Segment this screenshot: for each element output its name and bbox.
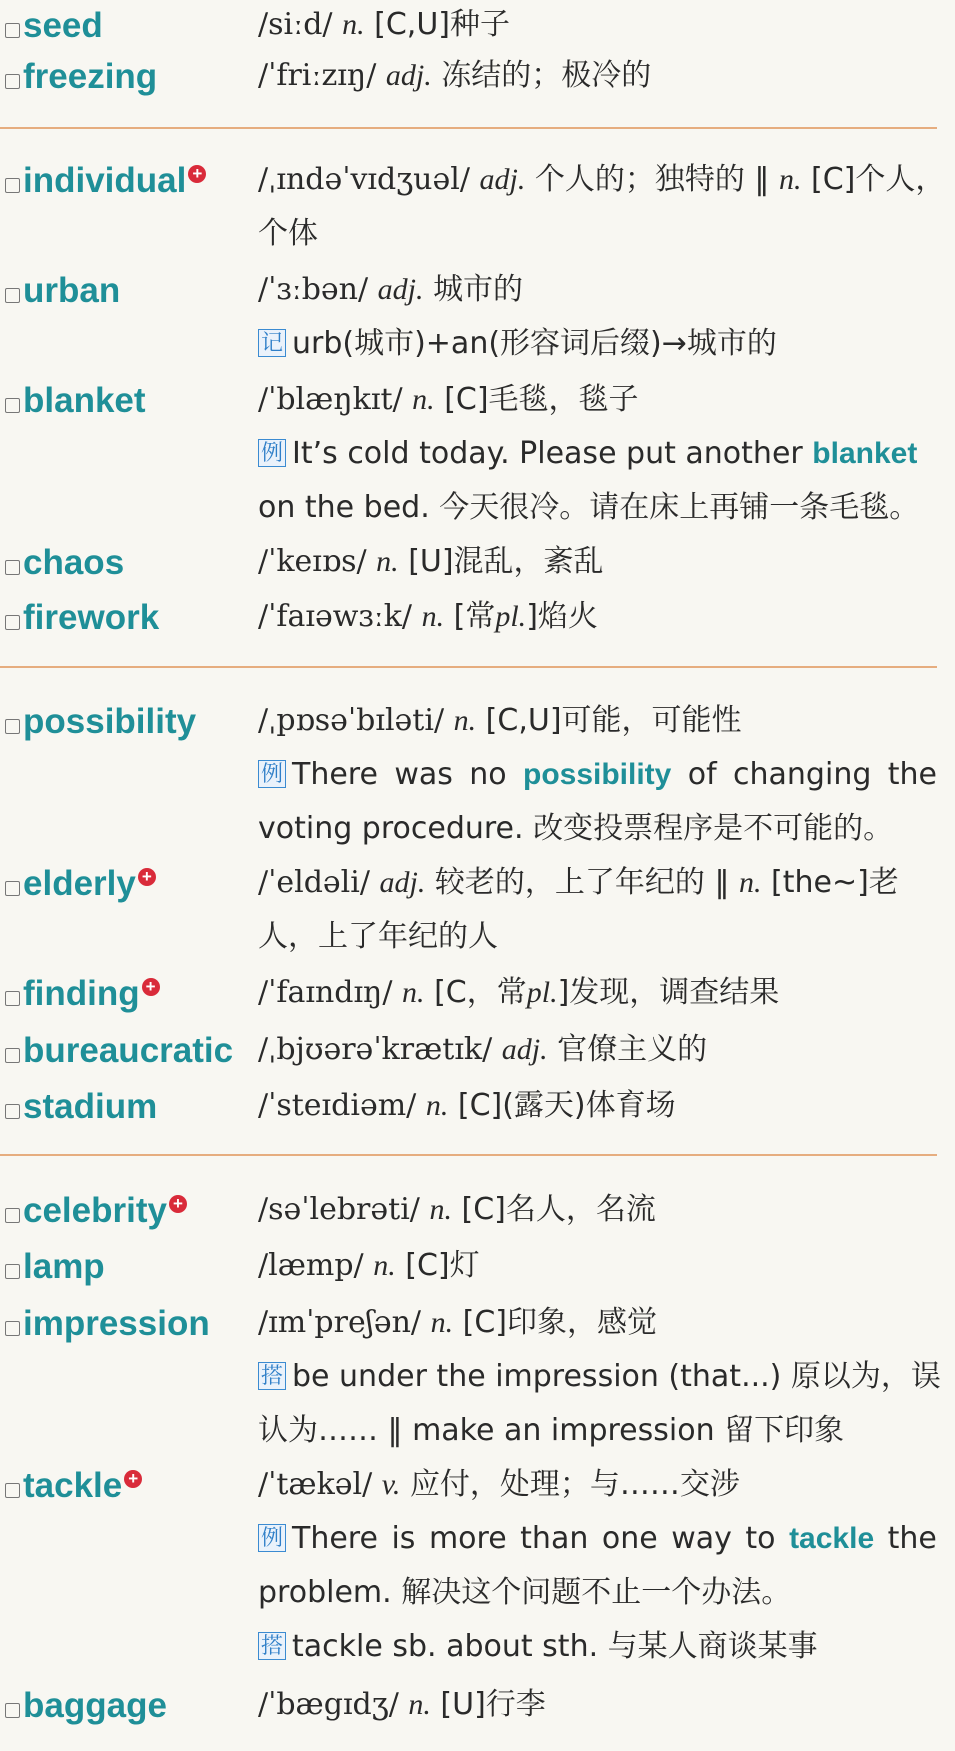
headword: blanket — [5, 375, 146, 427]
definition-continued: 个体 — [258, 216, 318, 251]
checkbox-icon[interactable] — [5, 398, 20, 413]
headword: celebrity + — [5, 1185, 187, 1237]
headword: possibility — [5, 696, 196, 748]
definition-line: /læmp/ n. [C]灯 — [258, 1248, 480, 1283]
example-line: 例 There was no possibility of changing the — [258, 748, 937, 802]
example-continued: problem. 解决这个问题不止一个办法。 — [258, 1575, 792, 1610]
headword: lamp — [5, 1241, 105, 1293]
checkbox-icon[interactable] — [5, 1321, 20, 1336]
collocation-line: 搭 be under the impression (that...) 原以为，误 — [258, 1350, 937, 1404]
headword: stadium — [5, 1081, 157, 1133]
example-line: 例 It’s cold today. Please put another blanket — [258, 427, 937, 481]
checkbox-icon[interactable] — [5, 288, 20, 303]
headword: bureaucratic — [5, 1025, 233, 1077]
checkbox-icon[interactable] — [5, 1208, 20, 1223]
definition-line: /ˌpɒsəˈbɪləti/ n. [C,U]可能，可能性 — [258, 703, 742, 738]
collocation-continued: 认为…… ‖ make an impression 留下印象 — [258, 1413, 845, 1448]
headword: urban — [5, 265, 120, 317]
checkbox-icon[interactable] — [5, 1104, 20, 1119]
plus-badge-icon: + — [138, 868, 156, 886]
headword: baggage — [5, 1680, 167, 1732]
checkbox-icon[interactable] — [5, 615, 20, 630]
checkbox-icon[interactable] — [5, 23, 20, 38]
headword: seed — [5, 0, 103, 52]
checkbox-icon[interactable] — [5, 991, 20, 1006]
headword: firework — [5, 592, 159, 644]
headword: impression — [5, 1298, 210, 1350]
headword: elderly + — [5, 858, 156, 910]
example-continued: voting procedure. 改变投票程序是不可能的。 — [258, 811, 894, 846]
collocation-tag-icon: 搭 — [258, 1362, 286, 1390]
section-divider — [0, 666, 937, 668]
definition-line: /siːd/ n. [C,U]种子 — [258, 7, 510, 42]
definition-line: /ˈblæŋkɪt/ n. [C]毛毯，毯子 — [258, 382, 639, 417]
definition-line: /ˈɜːbən/ adj. 城市的 — [258, 272, 524, 307]
memory-note: 记 urb(城市)+an(形容词后缀)→城市的 — [258, 317, 937, 371]
definition-line: /ɪmˈpreʃən/ n. [C]印象，感觉 — [258, 1305, 657, 1340]
definition-line: /səˈlebrəti/ n. [C]名人，名流 — [258, 1192, 656, 1227]
example-tag-icon: 例 — [258, 760, 286, 788]
collocation-tag-icon: 搭 — [258, 1632, 286, 1660]
example-tag-icon: 例 — [258, 1524, 286, 1552]
definition-line: /ˈfriːzɪŋ/ adj. 冻结的；极冷的 — [258, 58, 652, 93]
plus-badge-icon: + — [169, 1195, 187, 1213]
checkbox-icon[interactable] — [5, 1264, 20, 1279]
definition-line: /ˈkeɪɒs/ n. [U]混乱，紊乱 — [258, 544, 604, 579]
checkbox-icon[interactable] — [5, 1703, 20, 1718]
plus-badge-icon: + — [188, 165, 206, 183]
example-line: 例 There is more than one way to tackle the — [258, 1512, 937, 1566]
checkbox-icon[interactable] — [5, 560, 20, 575]
checkbox-icon[interactable] — [5, 1048, 20, 1063]
definition-line: /ˈsteɪdiəm/ n. [C](露天)体育场 — [258, 1088, 676, 1123]
definition-line: /ˈfaɪəwɜːk/ n. [常pl.]焰火 — [258, 599, 598, 634]
definition-line: /ˈtækəl/ v. 应付，处理；与……交涉 — [258, 1467, 740, 1502]
definition-line: /ˌbjʊərəˈkrætɪk/ adj. 官僚主义的 — [258, 1032, 708, 1067]
headword: tackle + — [5, 1460, 142, 1512]
checkbox-icon[interactable] — [5, 881, 20, 896]
memory-tag-icon: 记 — [258, 329, 286, 357]
headword: freezing — [5, 51, 157, 103]
definition-line: /ˌɪndəˈvɪdʒuəl/ adj. 个人的；独特的 ‖ n. [C]个人， — [258, 162, 946, 197]
definition-line: /ˈeldəli/ adj. 较老的，上了年纪的 ‖ n. [the~]老 — [258, 865, 899, 900]
headword: finding + — [5, 968, 160, 1020]
example-continued: on the bed. 今天很冷。请在床上再铺一条毛毯。 — [258, 490, 920, 525]
plus-badge-icon: + — [142, 978, 160, 996]
example-tag-icon: 例 — [258, 439, 286, 467]
definition-line: /ˈfaɪndɪŋ/ n. [C，常pl.]发现，调查结果 — [258, 975, 780, 1010]
checkbox-icon[interactable] — [5, 74, 20, 89]
headword: chaos — [5, 537, 124, 589]
section-divider — [0, 127, 937, 129]
section-divider — [0, 1154, 937, 1156]
checkbox-icon[interactable] — [5, 1483, 20, 1498]
definition-continued: 人，上了年纪的人 — [258, 919, 498, 954]
checkbox-icon[interactable] — [5, 719, 20, 734]
collocation-line: 搭 tackle sb. about sth. 与某人商谈某事 — [258, 1620, 937, 1674]
checkbox-icon[interactable] — [5, 178, 20, 193]
headword: individual + — [5, 155, 206, 207]
definition-line: /ˈbægɪdʒ/ n. [U]行李 — [258, 1687, 546, 1722]
plus-badge-icon: + — [124, 1470, 142, 1488]
